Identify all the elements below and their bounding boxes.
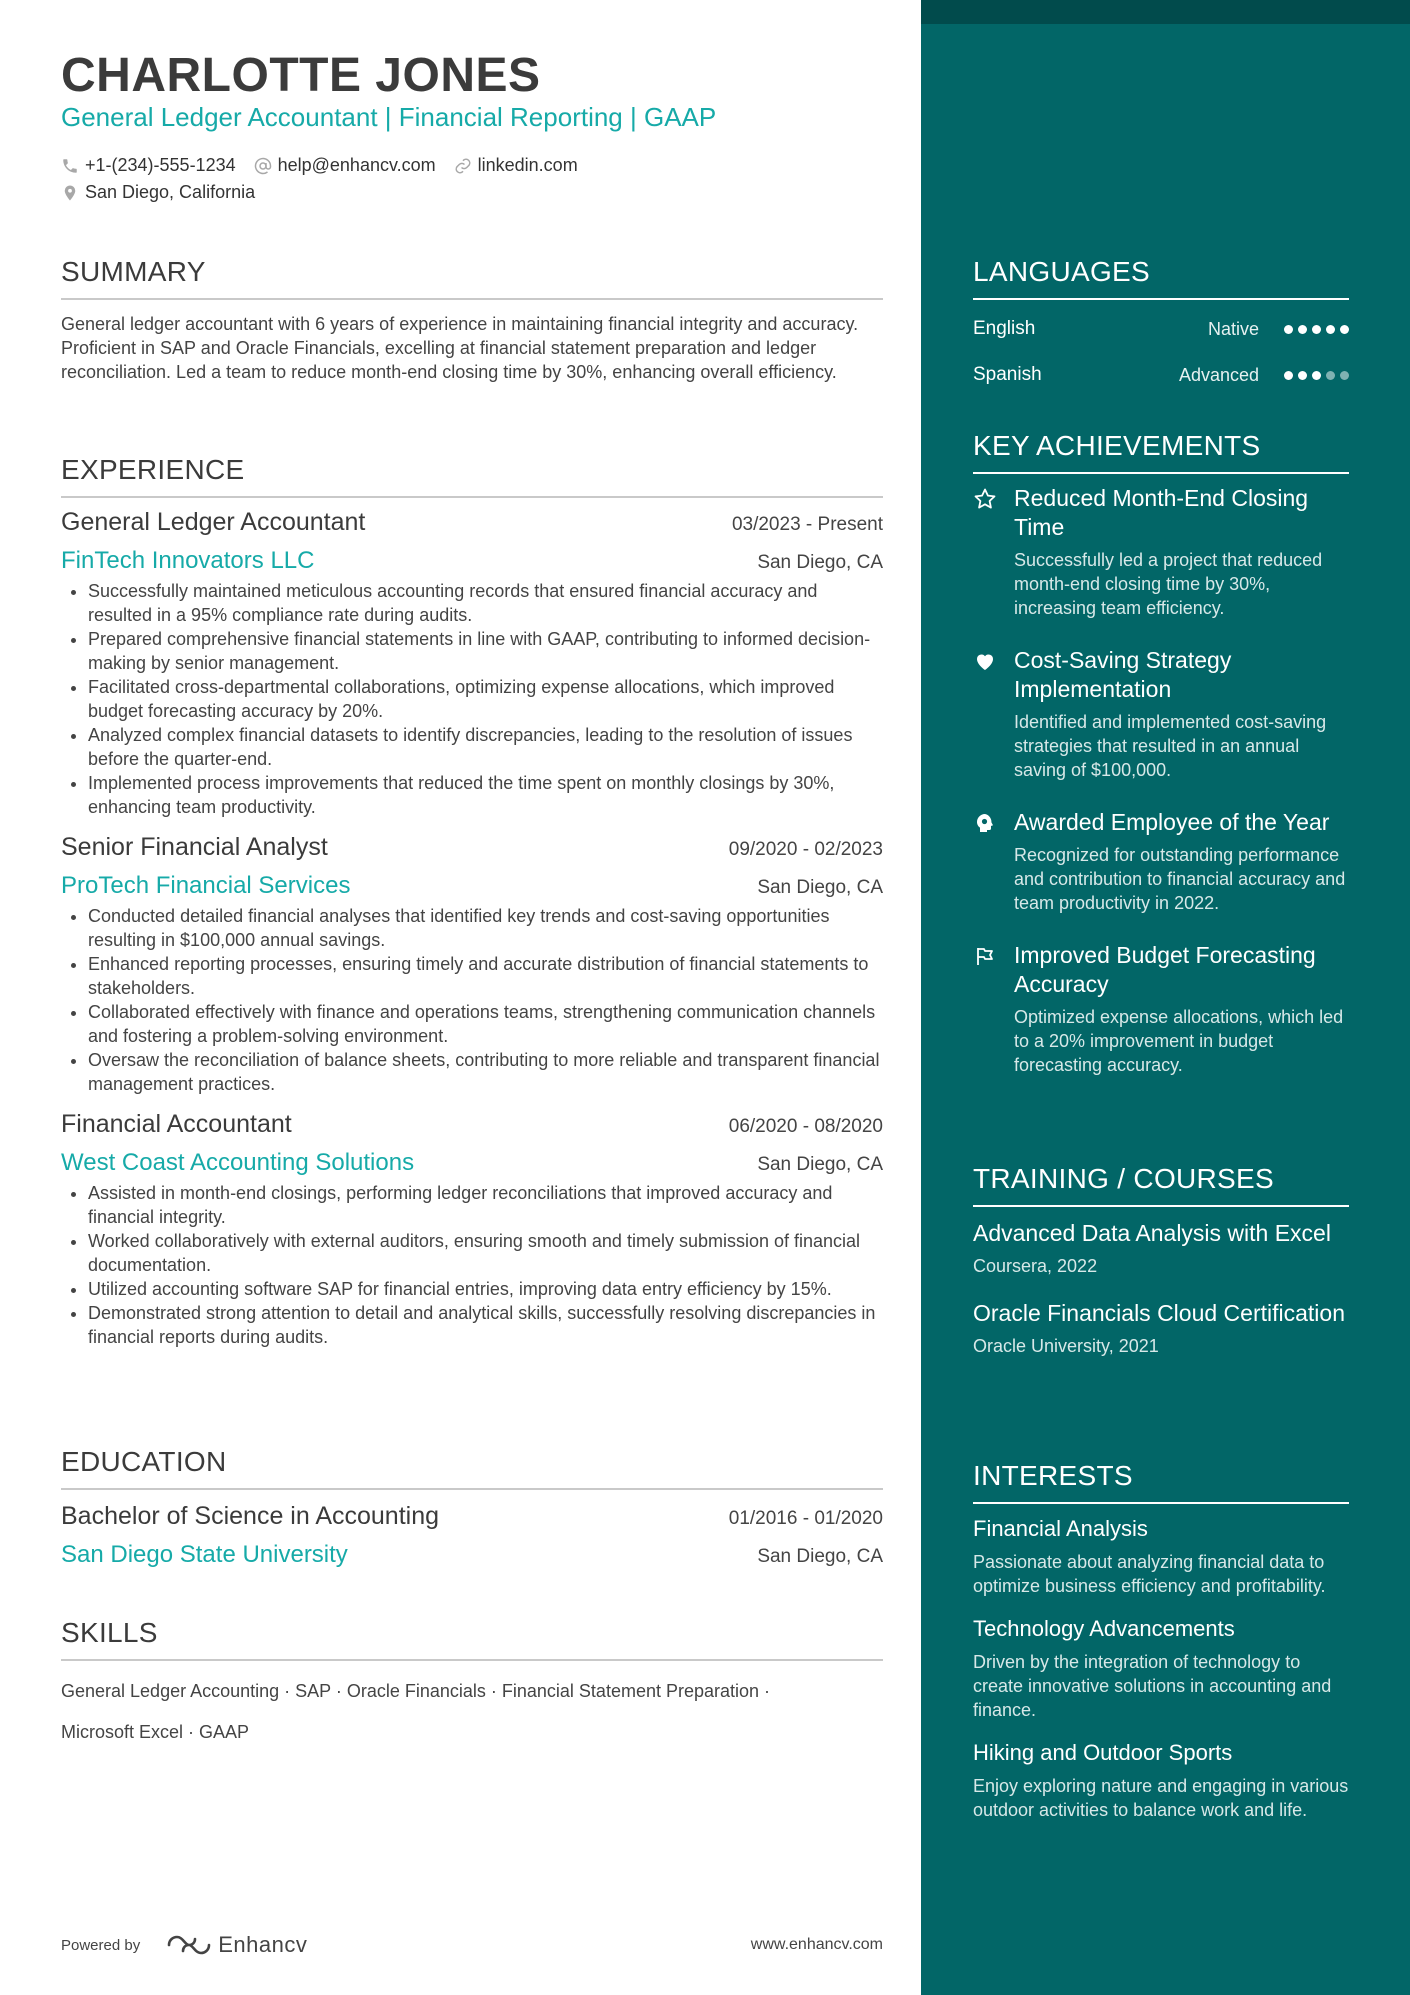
flag-icon: [973, 944, 997, 968]
linkedin-link[interactable]: linkedin.com: [477, 155, 578, 175]
job-location: San Diego, CA: [757, 1154, 883, 1175]
achievement-desc: Successfully led a project that reduced month-end closing time by 30%, increasing team efficiency.: [1014, 550, 1323, 618]
rating-dot-filled: [1284, 325, 1293, 334]
course-provider: Oracle University, 2021: [973, 1336, 1159, 1356]
interest-item: [973, 1740, 1349, 1822]
education-dates: 01/2016 - 01/2020: [728, 1508, 883, 1529]
language-rating: [1279, 371, 1349, 380]
skills-section: [61, 1617, 883, 1753]
achievement-title: Improved Budget Forecasting Accuracy: [1014, 942, 1316, 997]
phone-contact: [61, 155, 236, 176]
achievement-title: Awarded Employee of the Year: [1014, 809, 1330, 835]
rating-dot-filled: [1326, 325, 1335, 334]
achievement-item: [973, 484, 1349, 620]
achievement-item: [973, 646, 1349, 782]
rating-dot-filled: [1312, 371, 1321, 380]
job-title: Financial Accountant: [61, 1110, 292, 1138]
rating-dot-filled: [1284, 371, 1293, 380]
footer: [61, 1930, 883, 1960]
job-bullet: • Utilized accounting software SAP for financial entries, improving data entry efficiency by 15%.: [88, 1277, 883, 1301]
job-entry: [61, 1110, 883, 1349]
achievement-item: [973, 808, 1349, 915]
job-bullet: • Oversaw the reconciliation of balance sheets, contributing to more reliable and transparent financial management practices.: [88, 1048, 883, 1096]
skills-line: General Ledger Accounting · SAP · Oracle Financials · Financial Statement Preparation ·: [61, 1681, 771, 1701]
achievement-desc: Optimized expense allocations, which led to a 20% improvement in budget forecasting accuracy.: [1014, 1007, 1344, 1075]
summary-section: [61, 256, 883, 384]
job-dates: 09/2020 - 02/2023: [728, 839, 883, 860]
job-bullet: • Implemented process improvements that reduced the time spent on monthly closings by 30%, enhancing team productivity.: [88, 771, 883, 819]
language-name: English: [973, 318, 1036, 339]
at-sign-icon: [254, 157, 272, 175]
languages-heading: LANGUAGES: [973, 256, 1349, 300]
achievement-title: Reduced Month-End Closing Time: [1014, 485, 1309, 540]
job-dates: 03/2023 - Present: [731, 514, 883, 535]
school-location: San Diego, CA: [757, 1546, 883, 1567]
job-bullet: • Prepared comprehensive financial statements in line with GAAP, contributing to informed decision-making by senior management.: [88, 627, 883, 675]
location-pin-icon: [61, 184, 79, 202]
job-bullets: [61, 579, 883, 819]
rating-dot-empty: [1340, 371, 1349, 380]
interests-heading: INTERESTS: [973, 1460, 1349, 1504]
phone-icon: [61, 157, 79, 175]
course-title: Oracle Financials Cloud Certification: [973, 1300, 1345, 1326]
powered-by-label: Powered by: [61, 1936, 141, 1954]
achievements-section: [973, 430, 1349, 1077]
job-bullet: • Enhanced reporting processes, ensuring timely and accurate distribution of financial statements to stakeholders.: [88, 952, 883, 1000]
job-company: ProTech Financial Services: [61, 872, 351, 899]
job-entry: [61, 508, 883, 819]
job-title: General Ledger Accountant: [61, 508, 366, 536]
rating-dot-filled: [1340, 325, 1349, 334]
job-company: FinTech Innovators LLC: [61, 547, 315, 574]
enhancv-logo-icon: [166, 1933, 212, 1957]
phone-number: +1-(234)-555-1234: [85, 155, 236, 175]
course-item: [973, 1299, 1349, 1357]
contact-info: [61, 152, 901, 206]
interest-desc: Passionate about analyzing financial data to optimize business efficiency and profitability.: [973, 1552, 1326, 1596]
job-bullet: • Analyzed complex financial datasets to identify discrepancies, leading to the resolution of issues before the quarter-end.: [88, 723, 883, 771]
job-bullets: [61, 1181, 883, 1349]
link-icon: [454, 157, 472, 175]
job-bullet: • Worked collaboratively with external auditors, ensuring smooth and timely submission of financial documentation.: [88, 1229, 883, 1277]
language-rating: [1279, 325, 1349, 334]
candidate-name: CHARLOTTE JONES: [61, 49, 541, 102]
email-link[interactable]: help@enhancv.com: [277, 155, 436, 175]
training-section: [973, 1163, 1349, 1357]
experience-section: [61, 454, 883, 1349]
job-bullet: • Facilitated cross-departmental collaborations, optimizing expense allocations, which improved budget forecasting accuracy by 20%.: [88, 675, 883, 723]
course-title: Advanced Data Analysis with Excel: [973, 1220, 1331, 1246]
star-icon: [973, 487, 997, 511]
job-bullet: • Successfully maintained meticulous accounting records that ensured financial accuracy and resulted in a 95% compliance rate during audits.: [88, 579, 883, 627]
job-location: San Diego, CA: [757, 877, 883, 898]
skills-line: Microsoft Excel · GAAP: [61, 1722, 250, 1742]
interest-item: [973, 1616, 1349, 1722]
interest-desc: Enjoy exploring nature and engaging in various outdoor activities to balance work and life.: [973, 1776, 1349, 1820]
interest-title: Financial Analysis: [973, 1516, 1148, 1541]
degree-title: Bachelor of Science in Accounting: [61, 1502, 440, 1530]
location-contact: [61, 182, 255, 203]
interests-section: [973, 1460, 1349, 1822]
heart-icon: [973, 649, 997, 673]
language-name: Spanish: [973, 364, 1042, 385]
summary-heading: SUMMARY: [61, 256, 883, 300]
language-row: [973, 352, 1349, 398]
brand-name: Enhancv: [218, 1932, 308, 1957]
sidebar-top-bar: [921, 0, 1410, 24]
job-company: West Coast Accounting Solutions: [61, 1149, 415, 1176]
job-entry: [61, 833, 883, 1096]
experience-heading: EXPERIENCE: [61, 454, 883, 498]
interest-title: Hiking and Outdoor Sports: [973, 1740, 1233, 1765]
email-contact[interactable]: [254, 155, 436, 176]
job-location: San Diego, CA: [757, 552, 883, 573]
brand-logo[interactable]: [166, 1932, 307, 1958]
interest-title: Technology Advancements: [973, 1616, 1235, 1641]
location-text: San Diego, California: [85, 182, 256, 202]
training-heading: TRAINING / COURSES: [973, 1163, 1349, 1207]
achievement-title: Cost-Saving Strategy Implementation: [1014, 647, 1232, 702]
rating-dot-filled: [1312, 325, 1321, 334]
job-bullet: • Collaborated effectively with finance and operations teams, strengthening communication channels and fostering a problem-solving environment.: [88, 1000, 883, 1048]
job-dates: 06/2020 - 08/2020: [728, 1116, 883, 1137]
achievement-item: [973, 941, 1349, 1077]
education-entry: [61, 1502, 883, 1569]
job-bullets: [61, 904, 883, 1096]
achievement-desc: Identified and implemented cost-saving strategies that resulted in an annual saving of $100,000.: [1014, 712, 1327, 780]
education-section: [61, 1446, 883, 1569]
footer-url[interactable]: www.enhancv.com: [750, 1936, 883, 1953]
interest-item: [973, 1516, 1349, 1598]
job-bullet: • Demonstrated strong attention to detail and analytical skills, successfully resolving discrepancies in financial reports during audits.: [88, 1301, 883, 1349]
job-bullet: • Assisted in month-end closings, performing ledger reconciliations that improved accuracy and financial integrity.: [88, 1181, 883, 1229]
course-provider: Coursera, 2022: [973, 1256, 1098, 1276]
skills-list: [61, 1671, 883, 1753]
language-row: [973, 306, 1349, 352]
candidate-tagline: General Ledger Accountant | Financial Reporting | GAAP: [61, 102, 717, 132]
achievements-heading: KEY ACHIEVEMENTS: [973, 430, 1349, 474]
education-heading: EDUCATION: [61, 1446, 883, 1490]
language-level: Native: [1207, 318, 1259, 339]
summary-text: General ledger accountant with 6 years of experience in maintaining financial integrity and accuracy. Proficient in SAP and Oracle Financials, excelling at financial statement preparation and ledger reconciliation. Led a team to reduce month-end closing time by 30%, enhancing overall efficiency.: [61, 314, 859, 382]
job-bullet: • Conducted detailed financial analyses that identified key trends and cost-saving opportunities resulting in $100,000 annual savings.: [88, 904, 883, 952]
linkedin-contact[interactable]: [454, 155, 578, 176]
rating-dot-filled: [1298, 371, 1307, 380]
rating-dot-filled: [1298, 325, 1307, 334]
language-level: Advanced: [1178, 364, 1259, 385]
school-name: San Diego State University: [61, 1541, 348, 1568]
rating-dot-empty: [1326, 371, 1335, 380]
interest-desc: Driven by the integration of technology to create innovative solutions in accounting and finance.: [973, 1652, 1332, 1720]
skills-heading: SKILLS: [61, 1617, 883, 1661]
achievement-desc: Recognized for outstanding performance and contribution to financial accuracy and team productivity in 2022.: [1014, 845, 1346, 913]
job-title: Senior Financial Analyst: [61, 833, 328, 861]
course-item: [973, 1219, 1349, 1277]
lightbulb-head-icon: [973, 811, 997, 835]
languages-section: [973, 256, 1349, 398]
